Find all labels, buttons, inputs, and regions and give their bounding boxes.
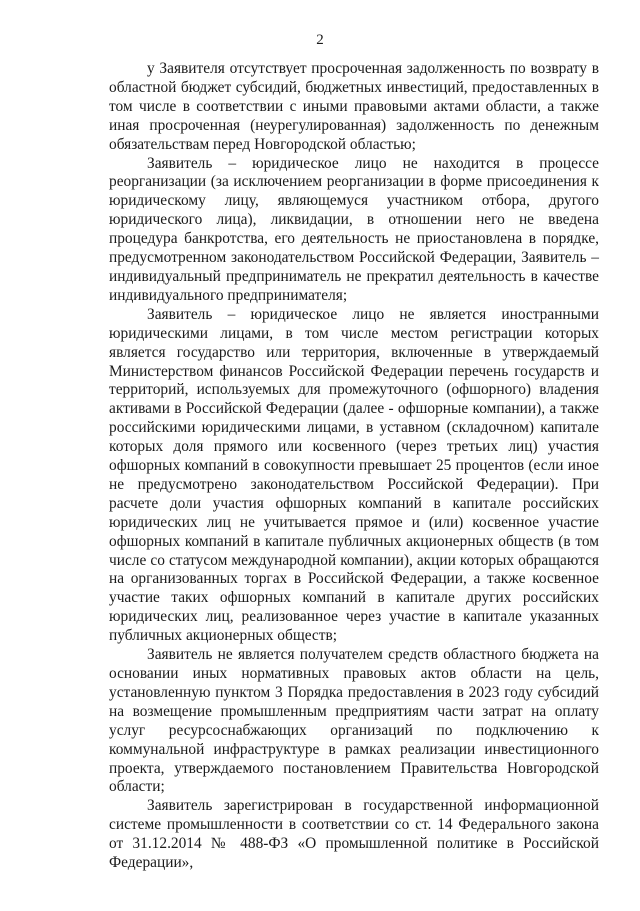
page-number: 2 bbox=[316, 32, 324, 48]
paragraph-not-budget-recipient: Заявитель не является получателем средств областного бюджета на основании иных нормативных правовых актов области на цель, установленную пунктом 3 Порядка предоставления в 2023 году субсидий на возмещение промышленным предприятиям части затрат на оплату услуг ресурсоснабжающих организаций по подключению к коммунальной инфраструктуре в рамках реализации инвестиционного проекта, утверждаемого постановлением Правительства Новгородской области; bbox=[109, 646, 599, 796]
paragraph-not-foreign-entity: Заявитель – юридическое лицо не является иностранными юридическими лицами, в том числе местом регистрации которых является государство или территория, включенные в утверждаемый Министерством финансов Российской Федерации перечень государств и территорий, используемых для промежуточного (офшорного) владения активами в Российской Федерации (далее - офшорные компании), а также российскими юридическими лицами, в уставном (складочном) капитале которых доля прямого или косвенного (через третьих лиц) участия офшорных компаний в совокупности превышает 25 процентов (если иное не предусмотрено законодательством Российской Федерации). При расчете доли участия офшорных компаний в капитале российских юридических лиц не учитывается прямое и (или) косвенное участие офшорных компаний в капитале публичных акционерных обществ (в том числе со статусом международной компании), акции которых обращаются на организованных торгах в Российской Федерации, а также косвенное участие таких офшорных компаний в капитале других российских юридических лиц, реализованное через участие в капитале указанных публичных акционерных обществ; bbox=[109, 305, 599, 645]
paragraph-no-reorganization: Заявитель – юридическое лицо не находится в процессе реорганизации (за исключением реорганизации в форме присоединения к юридическому лицу, являющемуся участником отбора, другого юридического лица), ликвидации, в отношении него не введена процедура банкротства, его деятельность не приостановлена в порядке, предусмотренном законодательством Российской Федерации, Заявитель – индивидуальный предприниматель не прекратил деятельность в качестве индивидуального предпринимателя; bbox=[109, 154, 599, 304]
document-body bbox=[109, 60, 599, 873]
paragraph-registered-gisp: Заявитель зарегистрирован в государственной информационной системе промышленности в соответствии со ст. 14 Федерального закона от 31.12.2014 № 488-ФЗ «О промышленной политике в Российской Федерации», bbox=[109, 797, 599, 872]
paragraph-no-overdue-debt: у Заявителя отсутствует просроченная задолженность по возврату в областной бюджет субсидий, бюджетных инвестиций, предоставленных в том числе в соответствии с иными правовыми актами области, а также иная просроченная (неурегулированная) задолженность по денежным обязательствам перед Новгородской областью; bbox=[109, 60, 599, 153]
